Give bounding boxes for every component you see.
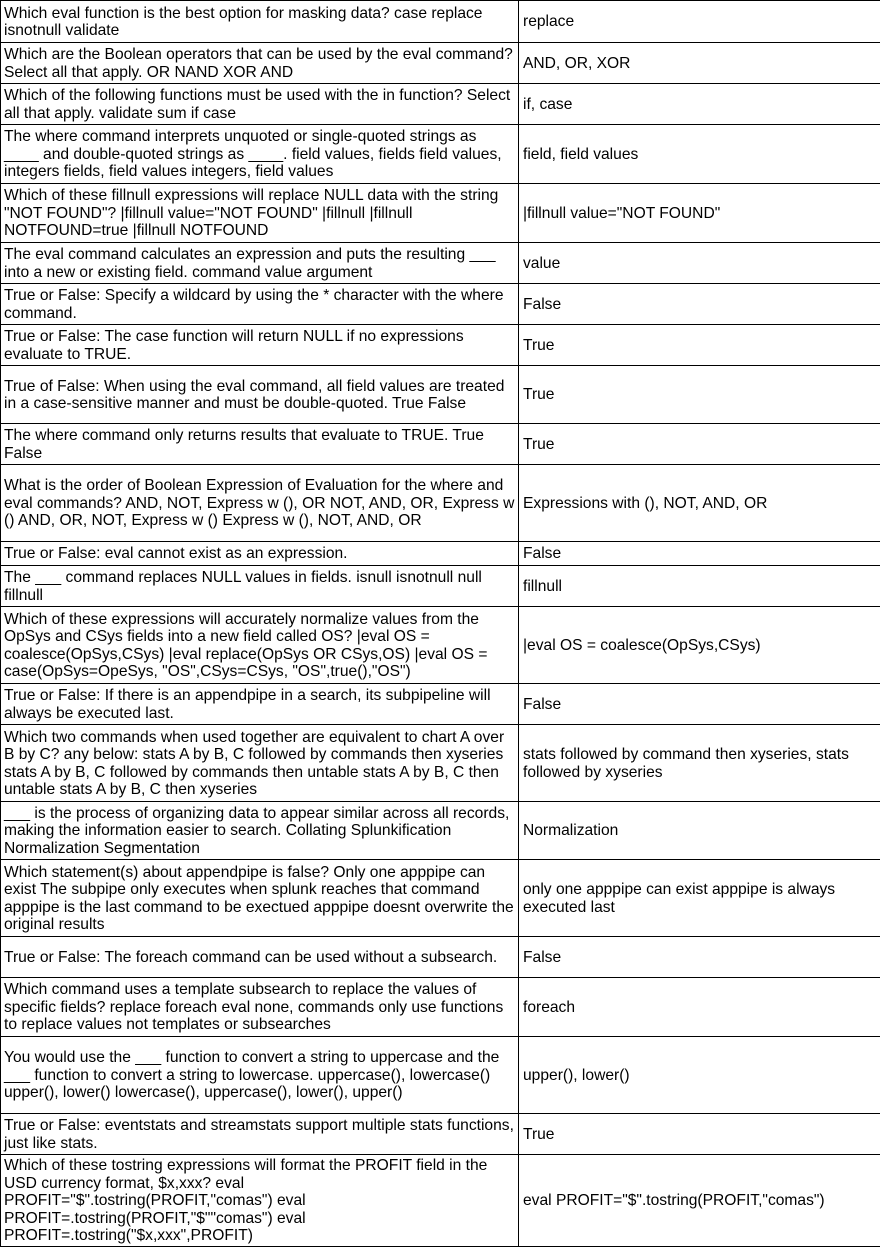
table-row [1, 978, 880, 1037]
question-cell: The ___ command replaces NULL values in fields. isnull isnotnull null fillnull [1, 566, 519, 607]
question-cell: Which statement(s) about appendpipe is false? Only one apppipe can exist The subpipe only executes when splunk reaches that command apppipe is the last command to be exectued apppipe doesnt overwrite the original results [1, 860, 519, 937]
table-row [1, 1114, 880, 1155]
table-row [1, 937, 880, 978]
table-row [1, 243, 880, 284]
question-cell: Which two commands when used together are equivalent to chart A over B by C? any below: stats A by B, C followed by commands then xyseries stats A by B, C followed by commands then untable stats A by B, C then untable stats A by B, C then xyseries [1, 725, 519, 802]
answer-cell: True [519, 1114, 880, 1155]
table-row [1, 684, 880, 725]
answer-cell: eval PROFIT="$".tostring(PROFIT,"comas") [519, 1155, 880, 1247]
table-row [1, 125, 880, 184]
table-row [1, 802, 880, 860]
table-row [1, 542, 880, 566]
table-row [1, 1155, 880, 1247]
answer-cell: True [519, 424, 880, 465]
question-cell: Which of the following functions must be used with the in function? Select all that apply. validate sum if case [1, 84, 519, 125]
table-row [1, 1, 880, 43]
question-cell: The where command interprets unquoted or single-quoted strings as ____ and double-quoted strings as ____. field values, fields field values, integers fields, field values integers, field values [1, 125, 519, 184]
table-row [1, 465, 880, 542]
answer-cell: False [519, 684, 880, 725]
answer-cell: upper(), lower() [519, 1037, 880, 1114]
answer-cell: AND, OR, XOR [519, 43, 880, 84]
answer-cell: if, case [519, 84, 880, 125]
question-cell: True of False: When using the eval command, all field values are treated in a case-sensitive manner and must be double-quoted. True False [1, 366, 519, 424]
question-cell: True or False: Specify a wildcard by using the * character with the where command. [1, 284, 519, 325]
table-row [1, 366, 880, 424]
question-cell: Which are the Boolean operators that can be used by the eval command? Select all that apply. OR NAND XOR AND [1, 43, 519, 84]
answer-cell: stats followed by command then xyseries, stats followed by xyseries [519, 725, 880, 802]
table-row [1, 860, 880, 937]
question-cell: True or False: The case function will return NULL if no expressions evaluate to TRUE. [1, 325, 519, 366]
question-cell: Which command uses a template subsearch to replace the values of specific fields? replace foreach eval none, commands only use functions to replace values not templates or subsearches [1, 978, 519, 1037]
table-row [1, 424, 880, 465]
answer-cell: False [519, 937, 880, 978]
answer-cell: field, field values [519, 125, 880, 184]
question-cell: Which of these expressions will accurately normalize values from the OpSys and CSys fields into a new field called OS? |eval OS = coalesce(OpSys,CSys) |eval replace(OpSys OR CSys,OS) |eval OS = case(OpSys=OpeSys, "OS",CSys=CSys, "OS",true(),"OS") [1, 607, 519, 684]
question-cell: The eval command calculates an expression and puts the resulting ___ into a new or existing field. command value argument [1, 243, 519, 284]
question-cell: What is the order of Boolean Expression of Evaluation for the where and eval commands? AND, NOT, Express w (), OR NOT, AND, OR, Express w () AND, OR, NOT, Express w () Express w (), NOT, AND, OR [1, 465, 519, 542]
answer-cell: |fillnull value="NOT FOUND" [519, 184, 880, 243]
qa-table-body [1, 1, 880, 1247]
answer-cell: fillnull [519, 566, 880, 607]
table-row [1, 84, 880, 125]
answer-cell: |eval OS = coalesce(OpSys,CSys) [519, 607, 880, 684]
table-row [1, 284, 880, 325]
answer-cell: value [519, 243, 880, 284]
question-cell: You would use the ___ function to convert a string to uppercase and the ___ function to convert a string to lowercase. uppercase(), lowercase() upper(), lower() lowercase(), uppercase(), lower(), upper() [1, 1037, 519, 1114]
question-cell: Which of these tostring expressions will format the PROFIT field in the USD currency format, $x,xxx? eval PROFIT="$".tostring(PROFIT,"comas") eval PROFIT=.tostring(PROFIT,"$""comas") eval PROFIT=.tostring("$x,xxx",PROFIT) [1, 1155, 519, 1247]
question-cell: ___ is the process of organizing data to appear similar across all records, making the information easier to search. Collating Splunkification Normalization Segmentation [1, 802, 519, 860]
question-cell: Which of these fillnull expressions will replace NULL data with the string "NOT FOUND"? |fillnull value="NOT FOUND" |fillnull |fillnull NOTFOUND=true |fillnull NOTFOUND [1, 184, 519, 243]
table-row [1, 566, 880, 607]
answer-cell: Normalization [519, 802, 880, 860]
answer-cell: True [519, 325, 880, 366]
answer-cell: replace [519, 1, 880, 43]
table-row [1, 725, 880, 802]
question-cell: True or False: eval cannot exist as an expression. [1, 542, 519, 566]
table-row [1, 1037, 880, 1114]
table-row [1, 607, 880, 684]
table-row [1, 184, 880, 243]
question-cell: Which eval function is the best option for masking data? case replace isnotnull validate [1, 1, 519, 43]
question-cell: True or False: eventstats and streamstats support multiple stats functions, just like stats. [1, 1114, 519, 1155]
table-row [1, 325, 880, 366]
question-cell: True or False: If there is an appendpipe in a search, its subpipeline will always be executed last. [1, 684, 519, 725]
answer-cell: Expressions with (), NOT, AND, OR [519, 465, 880, 542]
table-row [1, 43, 880, 84]
question-cell: The where command only returns results that evaluate to TRUE. True False [1, 424, 519, 465]
question-cell: True or False: The foreach command can be used without a subsearch. [1, 937, 519, 978]
answer-cell: only one apppipe can exist apppipe is always executed last [519, 860, 880, 937]
answer-cell: True [519, 366, 880, 424]
answer-cell: False [519, 542, 880, 566]
answer-cell: foreach [519, 978, 880, 1037]
answer-cell: False [519, 284, 880, 325]
